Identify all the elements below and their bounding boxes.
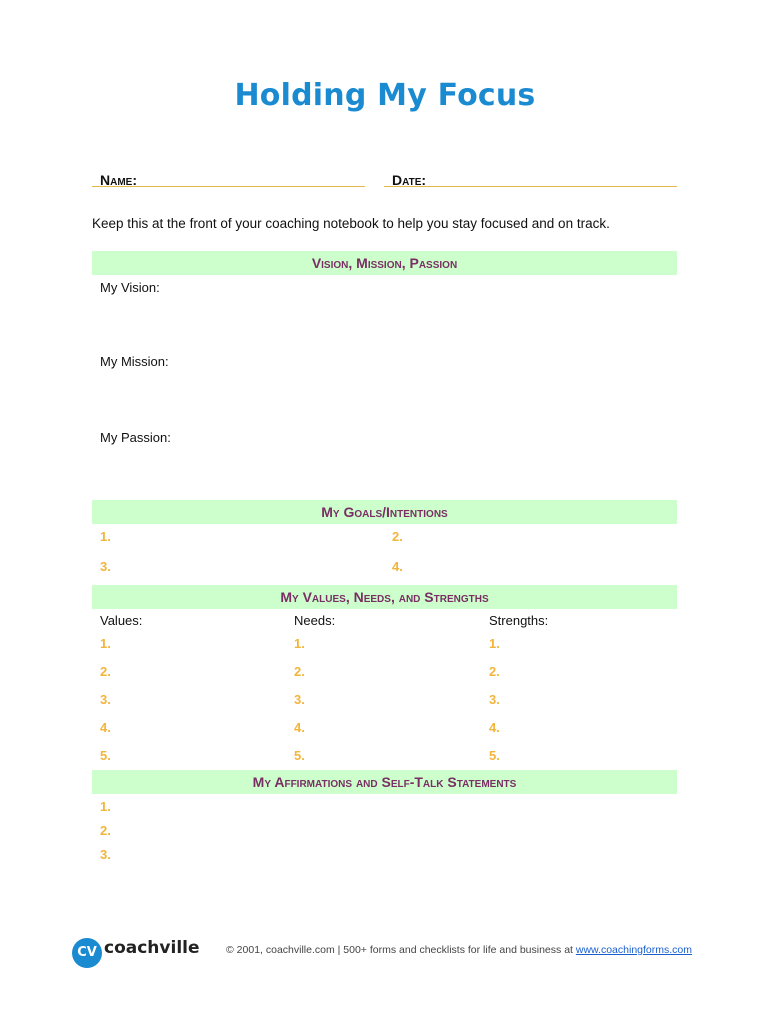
section-heading-values: My Values, Needs, and Strengths <box>92 585 677 609</box>
goal-item-4[interactable]: 4. <box>392 559 403 574</box>
date-label: Date: <box>392 172 427 188</box>
intro-text: Keep this at the front of your coaching notebook to help you stay focused and on track. <box>92 216 610 231</box>
need-item-1[interactable]: 1. <box>294 636 305 651</box>
vision-field[interactable] <box>92 298 677 346</box>
section-heading-goals: My Goals/Intentions <box>92 500 677 524</box>
values-column-label: Values: <box>100 613 143 628</box>
footer-link[interactable]: www.coachingforms.com <box>575 944 692 956</box>
section-heading-affirmations: My Affirmations and Self-Talk Statements <box>92 770 677 794</box>
name-label: Name: <box>100 172 137 188</box>
date-field[interactable] <box>384 186 677 187</box>
value-item-3[interactable]: 3. <box>100 692 111 707</box>
goal-item-3[interactable]: 3. <box>100 559 111 574</box>
strength-item-2[interactable]: 2. <box>489 664 500 679</box>
strength-item-5[interactable]: 5. <box>489 748 500 763</box>
affirmation-item-1[interactable]: 1. <box>100 799 111 814</box>
need-item-5[interactable]: 5. <box>294 748 305 763</box>
value-item-2[interactable]: 2. <box>100 664 111 679</box>
strength-item-3[interactable]: 3. <box>489 692 500 707</box>
value-item-4[interactable]: 4. <box>100 720 111 735</box>
need-item-4[interactable]: 4. <box>294 720 305 735</box>
mission-label: My Mission: <box>100 354 169 369</box>
needs-column-label: Needs: <box>294 613 336 628</box>
need-item-2[interactable]: 2. <box>294 664 305 679</box>
vision-label: My Vision: <box>100 280 160 295</box>
need-item-3[interactable]: 3. <box>294 692 305 707</box>
goal-item-2[interactable]: 2. <box>392 529 403 544</box>
name-field[interactable] <box>92 186 365 187</box>
strengths-column-label: Strengths: <box>489 613 549 628</box>
section-heading-vision: Vision, Mission, Passion <box>92 251 677 275</box>
footer-copyright <box>226 944 692 956</box>
strength-item-4[interactable]: 4. <box>489 720 500 735</box>
footer-copyright-text: © 2001, coachville.com | 500+ forms and checklists for life and business at <box>226 944 576 956</box>
strength-item-1[interactable]: 1. <box>489 636 500 651</box>
passion-field[interactable] <box>92 448 677 496</box>
goal-item-1[interactable]: 1. <box>100 529 111 544</box>
coachville-logo-icon: CV <box>72 938 102 968</box>
affirmation-item-2[interactable]: 2. <box>100 823 111 838</box>
page-title: Holding My Focus <box>234 78 536 113</box>
passion-label: My Passion: <box>100 430 171 445</box>
mission-field[interactable] <box>92 372 677 420</box>
affirmation-item-3[interactable]: 3. <box>100 847 111 862</box>
value-item-5[interactable]: 5. <box>100 748 111 763</box>
coachville-logo-text: coachville <box>104 938 200 958</box>
value-item-1[interactable]: 1. <box>100 636 111 651</box>
